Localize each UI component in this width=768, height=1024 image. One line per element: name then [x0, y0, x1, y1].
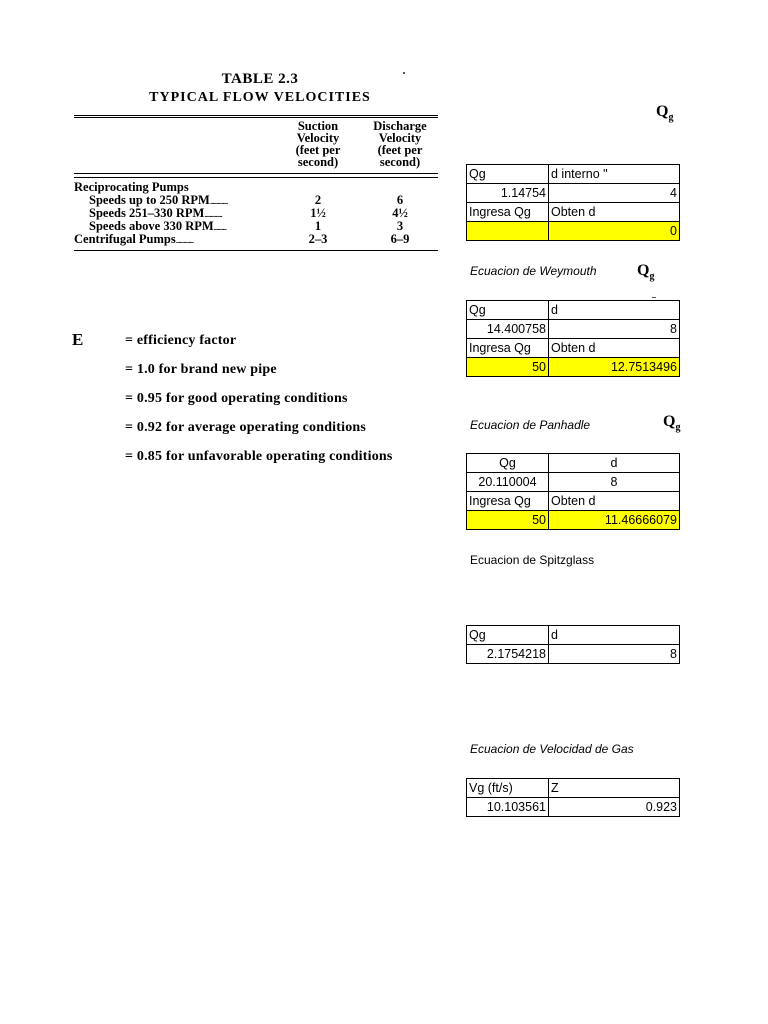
table-row: [467, 454, 680, 473]
cell[interactable]: d: [549, 301, 680, 320]
cell[interactable]: Z: [549, 779, 680, 798]
qg-formula-symbol: $Q_g$: [663, 413, 681, 434]
table-row: [467, 339, 680, 358]
cell[interactable]: Obten d: [549, 339, 680, 358]
cell[interactable]: 4: [549, 184, 680, 203]
cell[interactable]: Ingresa Qg: [467, 203, 549, 222]
cell[interactable]: Qg: [467, 301, 549, 320]
table-row: [467, 203, 680, 222]
cell[interactable]: 0.923: [549, 798, 680, 817]
qg-input-cell[interactable]: 50: [467, 511, 549, 530]
cell[interactable]: 10.103561: [467, 798, 549, 817]
table-row-label: Centrifugal Pumps..............: [74, 232, 194, 246]
cell[interactable]: 8: [549, 320, 680, 339]
efficiency-symbol: E: [72, 330, 84, 349]
table-header-rule-double: [74, 177, 438, 178]
scan-speck: [652, 297, 656, 298]
d-output-cell[interactable]: 12.7513496: [549, 358, 680, 377]
table-cell-suction: 2–3: [308, 232, 328, 246]
table-top-rule: [74, 115, 438, 116]
table-row: [467, 301, 680, 320]
weymouth-table: [466, 300, 680, 377]
cell[interactable]: Ingresa Qg: [467, 339, 549, 358]
table-cell-suction: 1: [314, 219, 322, 233]
table-row: [467, 184, 680, 203]
cell[interactable]: 14.400758: [467, 320, 549, 339]
cell[interactable]: 8: [549, 473, 680, 492]
table-row-label: Reciprocating Pumps: [74, 180, 189, 194]
cell[interactable]: Qg: [467, 626, 549, 645]
table-row: [467, 165, 680, 184]
table-top-rule-double: [74, 117, 438, 118]
table-row: [467, 222, 680, 241]
table-row: [467, 798, 680, 817]
table-subtitle: TYPICAL FLOW VELOCITIES: [149, 90, 371, 105]
discharge-header: Discharge Velocity (feet per second): [373, 119, 427, 169]
panhandle-caption: Ecuacion de Panhadle: [470, 418, 591, 432]
efficiency-line: = 0.95 for good operating conditions: [125, 391, 348, 406]
efficiency-line: = efficiency factor: [125, 333, 237, 348]
cell[interactable]: d: [549, 626, 680, 645]
scan-speck: [403, 72, 405, 74]
efficiency-line: = 0.92 for average operating conditions: [125, 420, 367, 435]
cell[interactable]: Ingresa Qg: [467, 492, 549, 511]
d-output-cell[interactable]: 11.46666079: [549, 511, 680, 530]
cell[interactable]: d: [549, 454, 680, 473]
spitzglass-table: [466, 625, 680, 664]
table-row: [467, 473, 680, 492]
table-cell-discharge: 4½: [392, 206, 408, 220]
weymouth-caption: Ecuacion de Weymouth: [470, 264, 597, 278]
table-row: [467, 320, 680, 339]
qg-formula-symbol: $Q_g$: [656, 103, 674, 124]
gas-velocity-table: [466, 778, 680, 817]
table-cell-suction: 2: [314, 193, 322, 207]
table-row: [467, 779, 680, 798]
cell[interactable]: 1.14754: [467, 184, 549, 203]
table-cell-discharge: 6: [396, 193, 404, 207]
spitzglass-caption: Ecuacion de Spitzglass: [470, 553, 595, 567]
qg-formula-symbol: $Q_g$: [637, 262, 655, 283]
efficiency-line: = 1.0 for brand new pipe: [125, 362, 277, 377]
gas-velocity-caption: Ecuacion de Velocidad de Gas: [470, 742, 634, 756]
panhandle-table: [466, 453, 680, 530]
table-row-label: Speeds 251–330 RPM..............: [89, 206, 222, 220]
cell[interactable]: Vg (ft/s): [467, 779, 549, 798]
table-title: TABLE 2.3: [221, 71, 299, 87]
table-row: [467, 492, 680, 511]
table-row: [467, 626, 680, 645]
table-row: [467, 511, 680, 530]
table-row-label: Speeds up to 250 RPM..............: [89, 193, 228, 207]
table-row-label: Speeds above 330 RPM..........: [89, 219, 227, 233]
cell[interactable]: d interno ": [549, 165, 680, 184]
cell[interactable]: Qg: [467, 454, 549, 473]
table-row: [467, 358, 680, 377]
qg-input-cell[interactable]: [467, 222, 549, 241]
table-header-rule: [74, 173, 438, 174]
cell[interactable]: Qg: [467, 165, 549, 184]
table-row: [467, 645, 680, 664]
efficiency-line: = 0.85 for unfavorable operating conditions: [125, 449, 393, 464]
cell[interactable]: 8: [549, 645, 680, 664]
cell[interactable]: 2.1754218: [467, 645, 549, 664]
suction-header: Suction Velocity (feet per second): [295, 119, 341, 169]
d-output-cell[interactable]: 0: [549, 222, 680, 241]
qg-input-cell[interactable]: 50: [467, 358, 549, 377]
table-cell-discharge: 3: [396, 219, 404, 233]
table-bottom-rule: [74, 250, 438, 251]
flow-table: [466, 164, 680, 241]
cell[interactable]: Obten d: [549, 492, 680, 511]
table-cell-suction: 1½: [310, 206, 326, 220]
cell[interactable]: Obten d: [549, 203, 680, 222]
table-cell-discharge: 6–9: [390, 232, 410, 246]
cell[interactable]: 20.110004: [467, 473, 549, 492]
